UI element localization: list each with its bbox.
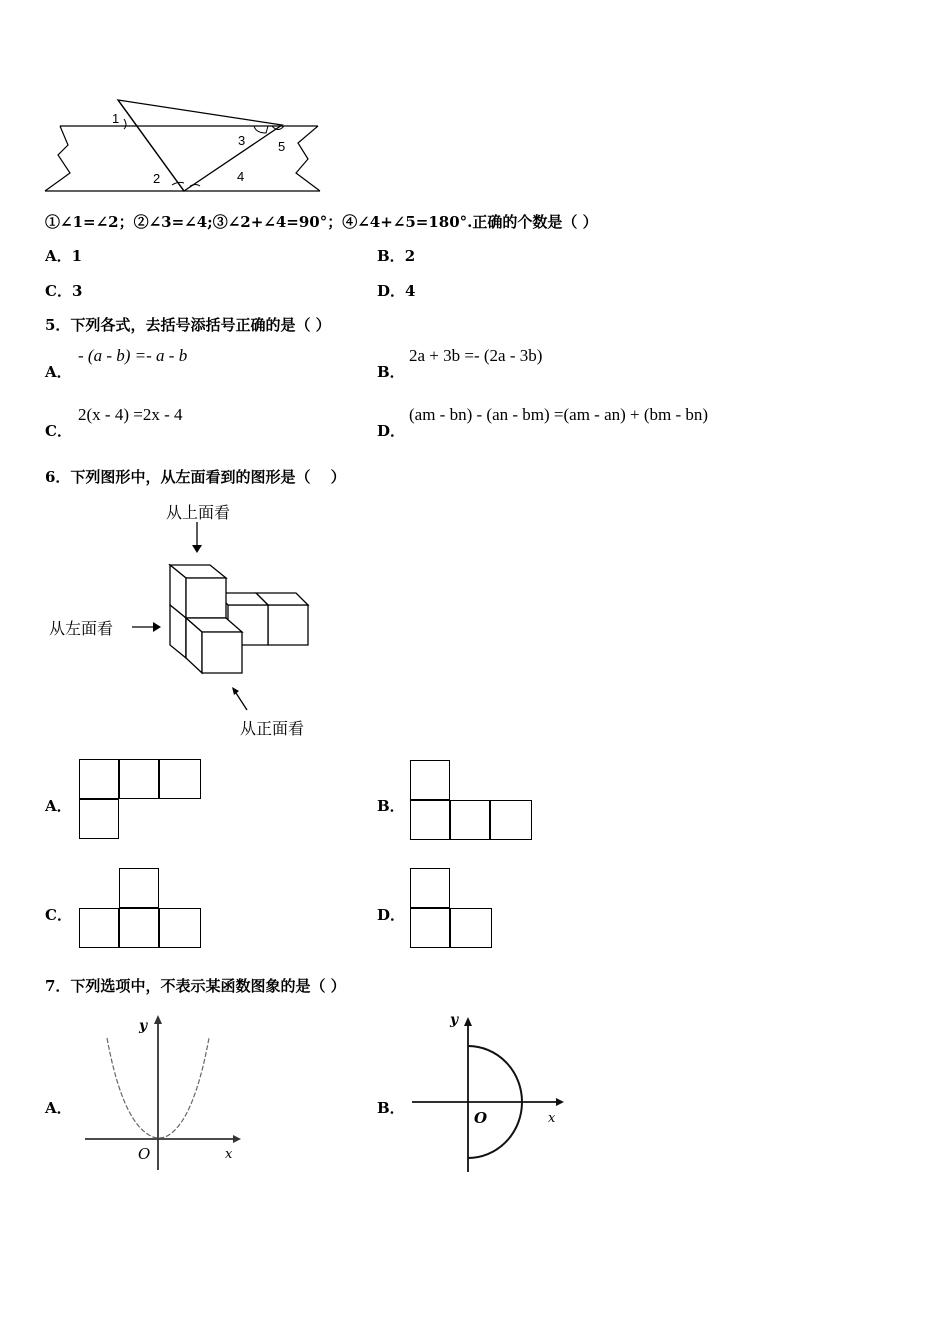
q5-option-d-expr: (am - bn) - (an - bm) =(am - an) + (bm - bn) (409, 405, 709, 424)
q4-option-d[interactable] (377, 280, 415, 301)
square (410, 908, 450, 948)
view-top-label: 从上面看 (166, 503, 231, 522)
angle-label-4: 4 (237, 169, 245, 184)
q5-title: 5．下列各式，去括号添括号正确的是（ ） (45, 316, 331, 334)
view-front-label: 从正面看 (240, 719, 305, 738)
q7-option-a-letter[interactable]: A． (45, 1099, 72, 1117)
axis-x-label: x (225, 1147, 233, 1162)
parabola-graph (85, 1010, 245, 1175)
q7-option-a-graph[interactable] (85, 1010, 245, 1175)
q4-option-a[interactable] (45, 245, 82, 266)
option-letter: B． (377, 247, 405, 265)
q5-option-a-letter[interactable]: A． (45, 363, 72, 381)
option-text: 3 (71, 282, 83, 300)
angle-label-3: 3 (238, 133, 246, 148)
q6-cube-figure (40, 495, 340, 740)
q4-figure (40, 95, 330, 200)
square (450, 800, 490, 840)
q4-statement: ①∠1=∠2；②∠3=∠4;③∠2+∠4=90°；④∠4+∠5=180°.正确的个数是（ ） (45, 213, 598, 231)
square (410, 800, 450, 840)
axis-y-label: y (139, 1018, 148, 1034)
q7-title: 7．下列选项中，不表示某函数图象的是（ ） (45, 977, 346, 995)
angle-label-1: 1 (112, 111, 120, 126)
square (159, 759, 201, 799)
square (79, 799, 119, 839)
q5-option-b-expr: 2a + 3b =- (2a - 3b) (409, 346, 543, 365)
option-text: 4 (405, 282, 416, 300)
q4-option-c[interactable] (45, 280, 82, 301)
square (79, 759, 119, 799)
option-letter: D． (377, 282, 406, 300)
origin-label: O (138, 1145, 151, 1163)
square (490, 800, 532, 840)
square (410, 868, 450, 908)
square (119, 908, 159, 948)
option-text: 1 (71, 247, 83, 265)
q5-option-d-letter[interactable]: D． (377, 422, 406, 440)
q5-option-c-letter[interactable]: C． (45, 422, 72, 440)
q5-option-c-expr: 2(x - 4) =2x - 4 (78, 405, 183, 424)
q6-option-d-letter[interactable]: D． (377, 906, 406, 924)
stacked-cubes-diagram (40, 495, 340, 740)
option-letter: A． (45, 247, 72, 265)
q7-option-b-graph[interactable] (410, 1010, 570, 1175)
axis-y-label: y (450, 1012, 459, 1028)
q6-title: 6．下列图形中，从左面看到的图形是（ ） (45, 468, 346, 486)
option-letter: C． (45, 282, 72, 300)
angle-label-5: 5 (278, 139, 286, 154)
q6-option-a-letter[interactable]: A． (45, 797, 72, 815)
q4-option-b[interactable] (377, 245, 415, 266)
q5-option-b-letter[interactable]: B． (377, 363, 405, 381)
option-text: 2 (404, 247, 416, 265)
square (119, 759, 159, 799)
axis-x-label: x (548, 1111, 556, 1126)
square (159, 908, 201, 948)
square (79, 908, 119, 948)
view-left-label: 从左面看 (49, 619, 114, 638)
q6-option-c-letter[interactable]: C． (45, 906, 72, 924)
q6-option-b-letter[interactable]: B． (377, 797, 405, 815)
q5-option-a-expr: - (a - b) =- a - b (78, 346, 188, 365)
angle-label-2: 2 (153, 171, 161, 186)
square (119, 868, 159, 908)
square (450, 908, 492, 948)
parallel-lines-triangle-diagram (40, 95, 330, 200)
semicircle-graph (410, 1010, 570, 1175)
origin-label: O (474, 1109, 488, 1127)
square (410, 760, 450, 800)
q7-option-b-letter[interactable]: B． (377, 1099, 405, 1117)
